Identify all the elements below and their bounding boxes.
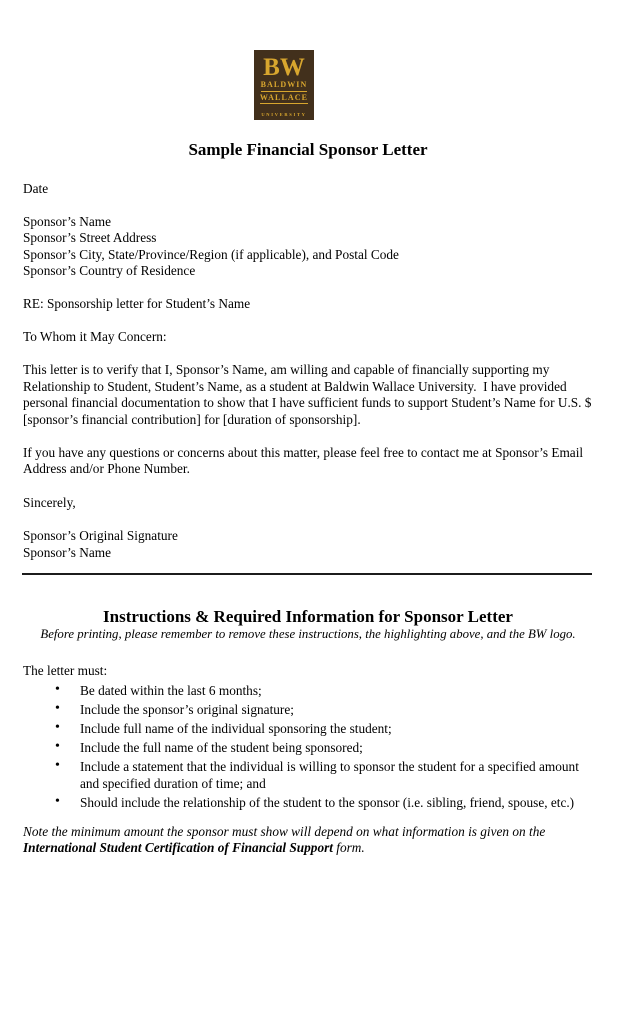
body-paragraph-2: If you have any questions or concerns about this matter, please feel free to contact me at Sponsor’s Email Address and/or Phone Number. <box>23 444 586 477</box>
section-divider <box>22 573 592 575</box>
signature-line: Sponsor’s Original Signature <box>23 528 178 544</box>
salutation: To Whom it May Concern: <box>23 328 167 344</box>
body-paragraph-1: This letter is to verify that I, Sponsor’s Name, am willing and capable of financially supporting my Relationship to Student, Student’s Name, as a student at Baldwin Wallace University. I have provided personal financial documentation to show that I have sufficient funds to support Student’s Name for U.S. $ [sponsor’s financial contribution] for [duration of sponsorship]. <box>23 362 595 427</box>
closing: Sincerely, <box>23 494 76 510</box>
signature-block <box>23 528 593 561</box>
instructions-heading: Instructions & Required Information for Sponsor Letter <box>103 606 513 626</box>
minimum-amount-note <box>23 824 593 857</box>
signature-name-line: Sponsor’s Name <box>23 544 112 560</box>
sponsor-street-line: Sponsor’s Street Address <box>23 230 157 246</box>
sponsor-address-block <box>23 214 593 280</box>
note-form-name: International Student Certification of Financial Support <box>23 840 333 856</box>
logo-baldwin-text: BALDWIN <box>261 80 308 92</box>
logo-wallace-text: WALLACE <box>260 93 308 105</box>
list-item: • Include the full name of the student being sponsored; <box>23 740 593 757</box>
sponsor-country-line: Sponsor’s Country of Residence <box>23 263 196 279</box>
requirements-list <box>23 683 593 812</box>
sponsor-city-line: Sponsor’s City, State/Province/Region (if applicable), and Postal Code <box>23 246 399 262</box>
note-prefix: Note the minimum amount the sponsor must show will depend on what information is given on the <box>23 823 549 839</box>
requirements-intro: The letter must: <box>23 662 108 678</box>
letter-title: Sample Financial Sponsor Letter <box>188 140 428 159</box>
instructions-subheading: Before printing, please remember to remove these instructions, the highlighting above, and the BW logo. <box>40 626 576 641</box>
sponsor-name-line: Sponsor’s Name <box>23 213 112 229</box>
list-item: • Should include the relationship of the student to the sponsor (i.e. sibling, friend, spouse, etc.) <box>23 795 593 812</box>
date-placeholder: Date <box>23 181 49 196</box>
list-item: • Be dated within the last 6 months; <box>23 683 593 700</box>
list-item: • Include full name of the individual sponsoring the student; <box>23 721 593 738</box>
bw-monogram: BW <box>263 54 305 81</box>
letter-content <box>23 0 593 857</box>
note-suffix: form. <box>332 840 365 856</box>
list-item: • Include a statement that the individual is willing to sponsor the student for a specified amount and specified duration of time; and <box>23 759 593 792</box>
re-subject-line: RE: Sponsorship letter for Student’s Name <box>23 295 251 311</box>
list-item: • Include the sponsor’s original signature; <box>23 702 593 719</box>
logo-university-text: UNIVERSITY <box>261 111 307 117</box>
